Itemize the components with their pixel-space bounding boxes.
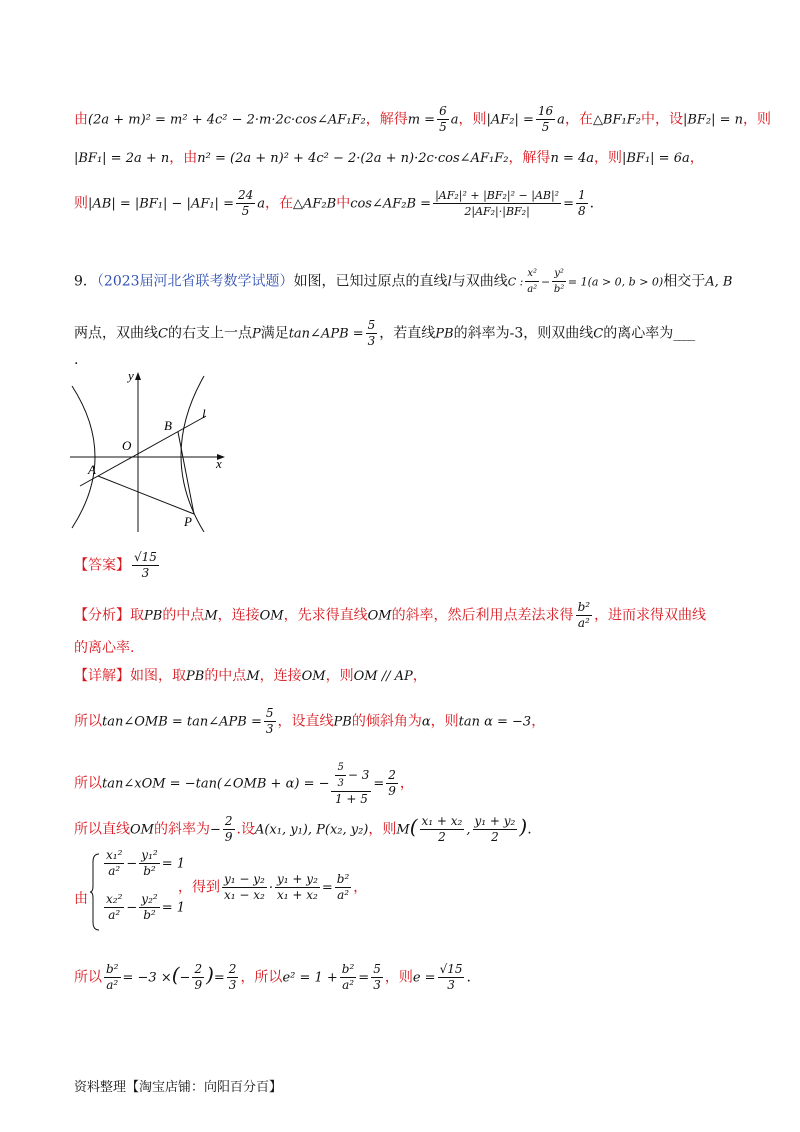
text: 所以 (74, 775, 102, 792)
numerator: b² (106, 962, 119, 976)
answer-fraction (132, 550, 159, 581)
fraction-y1sq (139, 848, 159, 879)
tan-omb: tan∠OMB = tan∠APB = (102, 714, 262, 730)
denominator: b² (143, 864, 156, 878)
text: ，则 (594, 150, 622, 166)
hyperbola-condition: = 1(a > 0, b > 0) (567, 275, 664, 289)
denominator: 3 (337, 778, 344, 789)
fraction-5-3 (366, 318, 378, 349)
label-o: O (122, 438, 132, 453)
denominator: a² (108, 864, 121, 878)
m-label: m = (407, 112, 436, 128)
numerator: 5 (367, 318, 376, 332)
text: 则 (74, 195, 88, 212)
denominator: 5 (241, 204, 250, 218)
text: ，由 (169, 150, 198, 166)
label-y: y (128, 368, 134, 383)
text: 的离心率为 (603, 325, 674, 342)
point-m: M (204, 608, 218, 624)
fraction-b2-a2 (340, 962, 357, 993)
text: ，连接 (259, 668, 302, 684)
denominator: 2|AF₂|·|BF₂| (464, 205, 530, 218)
equals: = (563, 196, 574, 212)
line-om: OM (367, 608, 392, 624)
denominator: a² (337, 888, 350, 902)
analysis-line-2 (74, 638, 134, 658)
a-var: a (557, 112, 565, 128)
text: 的中点 (162, 607, 205, 624)
minus-3: − 3 (347, 768, 370, 782)
label-b: B (164, 418, 172, 433)
numerator: 2 (228, 962, 237, 976)
a-var: a (450, 112, 459, 128)
fraction-result (438, 962, 465, 993)
prev-solution-line-2 (74, 148, 704, 169)
fraction-x2sq (104, 892, 124, 923)
text: 所以 (74, 969, 102, 986)
numerator: 2 (194, 962, 203, 976)
text: . (527, 821, 532, 838)
text: 中 (336, 195, 351, 212)
text: ， (399, 775, 414, 792)
denominator: a² (577, 616, 590, 630)
text: ，若直线 (379, 325, 436, 342)
line-l (80, 416, 206, 486)
paren-close: ) (519, 814, 528, 839)
line-om: OM (130, 822, 154, 838)
point-m: M (246, 669, 260, 684)
equation-law-of-cosines: (2a + m)² = m² + 4c² − 2·m·2c·cos∠AF₁F₂ (88, 112, 366, 128)
numerator: 2 (388, 768, 396, 782)
text: 与双曲线 (451, 273, 508, 290)
triangle-af2b: △AF₂B (293, 196, 337, 212)
text: 的斜率为 (153, 821, 210, 838)
equals: = (213, 970, 225, 986)
minus: − (126, 900, 138, 916)
fraction-5-3 (335, 760, 345, 791)
y-axis-arrow (135, 372, 141, 380)
detail-line-2 (74, 706, 545, 737)
numerator: b² (341, 962, 355, 976)
denominator: 9 (194, 978, 203, 992)
segment-ap (98, 476, 194, 514)
fraction-16-5 (536, 104, 555, 135)
text: ，则 (384, 969, 413, 986)
hyperbola-figure (70, 368, 230, 532)
denominator: a² (527, 284, 538, 295)
fraction-dy-dx (222, 872, 267, 903)
bf1-eq: |BF₁| = 2a + n (74, 151, 170, 166)
e-squared: e² = 1 + (282, 970, 338, 986)
fraction-2-9 (223, 814, 235, 845)
fraction-b2-a2 (576, 600, 593, 631)
denominator: b² (143, 908, 156, 922)
denominator: a² (342, 978, 355, 992)
equals-1: = 1 (161, 856, 185, 872)
text: 由 (74, 111, 88, 128)
text: 满足 (260, 325, 289, 342)
point-p: P (251, 326, 261, 342)
minus: − (126, 856, 138, 872)
text: 两点，双曲线 (74, 325, 158, 342)
denominator: 3 (447, 978, 455, 992)
tan-alpha: tan α = −3 (458, 714, 532, 730)
label-p: P (184, 514, 192, 529)
numerator: √15 (134, 550, 157, 564)
fraction-mx (420, 814, 465, 845)
fraction-2-9 (386, 768, 398, 799)
comma: , (466, 822, 471, 838)
fraction-y2sq (139, 892, 159, 923)
segment-bp (178, 432, 194, 514)
label-a: A (88, 462, 96, 477)
text: .设 (236, 821, 255, 838)
times-neg3: = −3 × (122, 970, 172, 986)
numerator: 5 (373, 962, 381, 976)
analysis-line-1 (74, 600, 706, 631)
numerator: y₁² (141, 848, 158, 862)
denominator: 8 (578, 204, 586, 218)
detail-line-3 (74, 760, 414, 807)
alpha: α (421, 714, 431, 730)
prev-solution-line-3 (74, 188, 594, 219)
line-pb: PB (144, 608, 163, 624)
denominator: 3 (265, 722, 274, 736)
detail-line-4 (74, 814, 532, 845)
numerator: y₁ + y₂ (474, 814, 516, 828)
numerator: b² (336, 872, 350, 886)
text: ，解得 (508, 150, 551, 166)
numerator: 2 (224, 814, 233, 828)
problem-source: （2023届河北省联考数学试题） (96, 273, 294, 290)
line-pb: PB (333, 714, 352, 730)
label-l: l (202, 406, 206, 421)
fraction-b2-a2 (335, 872, 352, 903)
numerator: 24 (237, 188, 254, 202)
numerator: x₁² (106, 848, 123, 862)
footer-note: 资料整理【淘宝店铺：向阳百分百】 (74, 1080, 283, 1095)
numerator: 5 (335, 760, 345, 776)
denominator: 9 (224, 830, 233, 844)
system-row-1 (102, 848, 185, 879)
fraction-24-5 (236, 188, 255, 219)
line-l: l (447, 274, 452, 290)
cos-label: cos∠AF₂B = (350, 196, 432, 212)
hyperbola-diagram (70, 368, 230, 532)
fraction-2-9 (192, 962, 204, 993)
denominator: 3 (141, 566, 150, 580)
numerator: x₁ + x₂ (421, 814, 463, 828)
equals: = (358, 970, 370, 986)
text: . (589, 195, 595, 212)
line-om: OM (301, 669, 326, 684)
text: ， (412, 668, 427, 684)
system-row-2 (102, 892, 185, 923)
fraction-5-3 (264, 706, 276, 737)
line-pb: PB (435, 326, 454, 342)
numerator: √15 (439, 962, 463, 976)
bf1-result: |BF₁| = 6a (622, 151, 690, 166)
fraction-cos (433, 188, 561, 219)
prev-solution-line-1 (74, 104, 771, 135)
denominator: b² (553, 284, 565, 295)
detail-line-1 (74, 666, 427, 687)
e-label: e = (412, 970, 436, 986)
numerator: x₂² (106, 892, 123, 906)
text: 的中点 (204, 668, 247, 684)
fraction-5-3 (371, 962, 383, 993)
a-var: a (257, 196, 266, 212)
denominator: 2 (438, 830, 446, 844)
system-result (178, 872, 367, 903)
label-x: x (216, 456, 222, 471)
curve-label: C : (507, 275, 524, 289)
answer-blank: ____ (673, 325, 694, 342)
problem-number: 9． (74, 273, 97, 290)
text: 所以 (74, 713, 102, 730)
numerator: 6 (439, 104, 447, 118)
text: ，在 (564, 111, 593, 128)
detail-label: 【详解】 (74, 668, 130, 684)
denominator: 9 (388, 784, 396, 798)
tan-xom: tan∠xOM = −tan(∠OMB + α) = − (102, 776, 330, 792)
equals: = (373, 776, 385, 792)
text: 取 (130, 607, 144, 624)
problem-line-2 (74, 318, 693, 349)
text: 相交于 (663, 273, 706, 290)
denominator: x₁ + x₂ (277, 888, 318, 902)
fraction-x2-a2 (525, 266, 539, 297)
ab-eq: |AB| = |BF₁| − |AF₁| = (88, 196, 234, 212)
fraction-x1sq (104, 848, 124, 879)
denominator: a² (106, 978, 119, 992)
fraction-6-5 (437, 104, 449, 135)
triangle-bf1f2: △BF₁F₂ (592, 112, 641, 128)
fraction-sy-sx (275, 872, 320, 903)
text: 如图，已知过原点的直线 (293, 273, 448, 290)
fraction-my (473, 814, 518, 845)
denominator: 3 (228, 978, 237, 992)
text: . (466, 969, 471, 986)
numerator: x² (525, 266, 539, 282)
text: ，设直线 (277, 713, 334, 730)
denominator: a² (108, 908, 121, 922)
fraction-b2-a2 (104, 962, 121, 993)
text: 的右支上一点 (167, 325, 252, 342)
denominator: x₁ − x₂ (224, 888, 265, 902)
text: 中，设 (640, 111, 683, 128)
text: ， (353, 879, 368, 896)
numerator: b² (577, 600, 591, 614)
text: ，在 (265, 195, 294, 212)
denominator: 1 + 5 (334, 792, 368, 806)
paren-open: ( (409, 814, 418, 839)
text: 的倾斜角为 (351, 713, 422, 730)
af2-label: |AF₂| = (486, 112, 534, 128)
detail-line-6 (74, 962, 471, 993)
text: ，解得 (365, 111, 408, 128)
paren-close: ) (206, 962, 214, 987)
numerator: y₁ − y₂ (224, 872, 265, 886)
points-a-p: A(x₁, y₁), P(x₂, y₂) (254, 822, 369, 838)
equation-n: n² = (2a + n)² + 4c² − 2·(2a + n)·2c·cos∠AF₁F₂ (197, 151, 509, 166)
numerator: 5 (265, 706, 274, 720)
text: ，得到 (178, 879, 220, 896)
denominator: 3 (367, 334, 376, 348)
bf2-eq-n: |BF₂| = n (682, 112, 744, 128)
line-om: OM (259, 608, 284, 624)
fraction-1-8 (576, 188, 588, 219)
text: ，连接 (217, 607, 260, 624)
answer-label: 【答案】 (74, 557, 130, 574)
text: ，所以 (240, 969, 283, 986)
fraction-2-3 (227, 962, 239, 993)
brace (90, 852, 100, 932)
equals-1: = 1 (161, 900, 185, 916)
points-ab: A, B (705, 274, 733, 290)
text: 的斜率，然后利用点差法求得 (391, 607, 574, 624)
text: 的斜率为-3，则双曲线 (453, 325, 594, 342)
n-result: n = 4a (550, 151, 594, 166)
numerator: 16 (537, 104, 554, 118)
numerator: y₁ + y₂ (277, 872, 318, 886)
point-m: M (396, 822, 410, 838)
text: 所以直线 (74, 821, 130, 838)
text: 由 (74, 891, 88, 907)
text: 的离心率. (74, 640, 135, 656)
equals: = (321, 880, 333, 896)
compound-fraction (331, 760, 371, 807)
minus: − (179, 970, 191, 986)
paren-open: ( (171, 962, 180, 987)
curve-c: C (158, 326, 168, 342)
analysis-label: 【分析】 (74, 607, 130, 624)
text: ，则 (368, 821, 397, 838)
text: . (74, 352, 79, 368)
numerator: y² (552, 266, 566, 282)
text: ，则 (430, 713, 459, 730)
minus: − (209, 822, 221, 838)
problem-line-1 (74, 266, 732, 297)
text: ，则 (743, 111, 772, 128)
answer-line (74, 550, 161, 581)
text: ，则 (325, 668, 354, 684)
numerator: |AF₂|² + |BF₂|² − |AB|² (435, 189, 560, 202)
fraction-y2-b2 (552, 266, 566, 297)
tan-apb: tan∠APB = (288, 326, 364, 342)
denominator: 2 (491, 830, 499, 844)
denominator: 5 (439, 120, 447, 134)
text: ， (531, 713, 546, 730)
minus: − (541, 275, 551, 289)
parallel-statement: OM // AP (353, 669, 413, 684)
text: 如图，取 (130, 668, 186, 684)
curve-c: C (593, 326, 604, 342)
text: ，进而求得双曲线 (594, 607, 707, 624)
text: ，则 (458, 111, 487, 128)
problem-dot (74, 350, 78, 370)
numerator (331, 760, 371, 792)
text: ，先求得直线 (283, 607, 368, 624)
line-pb: PB (186, 669, 205, 684)
denominator: 5 (541, 120, 550, 134)
dot: · (268, 880, 274, 896)
denominator: 3 (373, 978, 381, 992)
numerator: 1 (578, 188, 586, 202)
numerator: y₂² (141, 892, 158, 906)
text: ， (689, 150, 704, 166)
